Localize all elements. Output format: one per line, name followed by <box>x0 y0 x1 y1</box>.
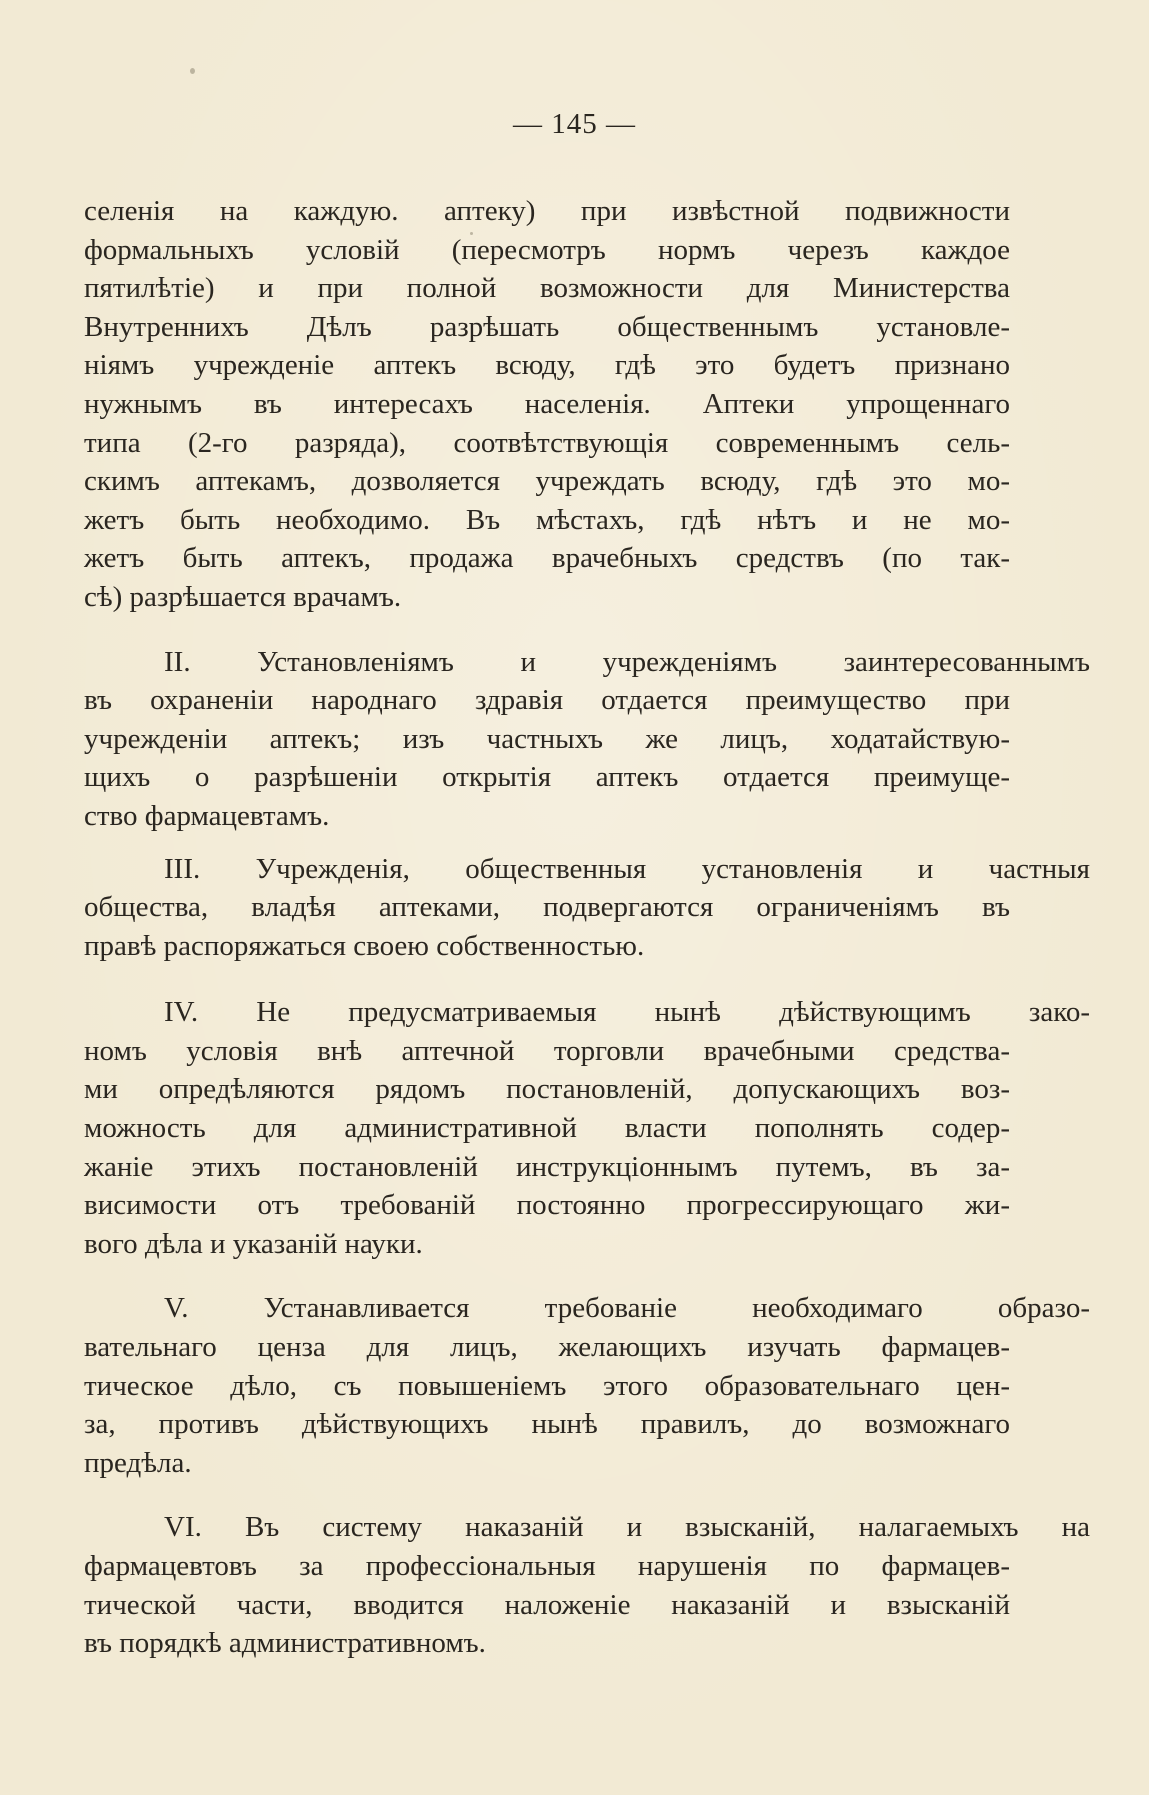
paragraph-ii <box>84 643 1090 682</box>
text-line: фармацевтовъ за профессіональныя нарушенія по фармацев- <box>84 1550 1010 1582</box>
text-line: тической части, вводится наложеніе наказаній и взысканій <box>84 1588 1010 1621</box>
text-line: скимъ аптекамъ, дозволяется учреждать всюду, гдѣ это мо- <box>84 465 1010 498</box>
paragraph-iv <box>84 993 1090 1032</box>
text-line: щихъ о разрѣшеніи открытія аптекъ отдается преимуще- <box>84 761 1010 794</box>
text-line: жетъ быть аптекъ, продажа врачебныхъ средствъ (по так- <box>84 542 1010 575</box>
text-line: ми опредѣляются рядомъ постановленій, допускающихъ воз- <box>84 1073 1010 1106</box>
text-line: IV. Не предусматриваемыя нынѣ дѣйствующимъ зако- <box>164 996 1090 1029</box>
text-line: пятилѣтіе) и при полной возможности для Министерства <box>84 272 1010 305</box>
paragraph-continuation <box>84 192 1010 617</box>
text-line: VI. Въ систему наказаній и взысканій, налагаемыхъ на <box>164 1511 1090 1544</box>
text-line: висимости отъ требованій постоянно прогрессирующаго жи- <box>84 1189 1010 1222</box>
text-line: предѣла. <box>84 1446 192 1479</box>
text-line: жетъ быть необходимо. Въ мѣстахъ, гдѣ нѣтъ и не мо- <box>84 503 1010 536</box>
paragraph-ii-cont <box>84 681 1010 835</box>
paragraph-iv-cont <box>84 1032 1010 1264</box>
text-line: нужнымъ въ интересахъ населенія. Аптеки упрощеннаго <box>84 387 1010 420</box>
text-line: правѣ распоряжаться своею собственностью. <box>84 929 645 962</box>
text-line: номъ условія внѣ аптечной торговли врачебными средства- <box>84 1034 1010 1067</box>
text-line: сѣ) разрѣшается врачамъ. <box>84 580 402 613</box>
body-text <box>84 192 1090 1663</box>
text-line: ство фармацевтамъ. <box>84 799 330 832</box>
ink-speck <box>190 68 195 74</box>
paragraph-iii <box>84 850 1090 889</box>
text-line: селенія на каждую. аптеку) при извѣстной подвижности <box>84 195 1010 227</box>
text-line: вательнаго ценза для лицъ, желающихъ изучать фармацев- <box>84 1331 1010 1364</box>
text-line: вого дѣла и указаній науки. <box>84 1227 423 1260</box>
text-line: формальныхъ условій (пересмотръ нормъ черезъ каждое <box>84 233 1010 266</box>
text-line: можность для административной власти пополнять содер- <box>84 1112 1010 1145</box>
paragraph-v-cont <box>84 1328 1010 1482</box>
text-line: типа (2-го разряда), соотвѣтствующія современнымъ сель- <box>84 426 1010 459</box>
paragraph-v <box>84 1289 1090 1328</box>
text-line: за, противъ дѣйствующихъ нынѣ правилъ, до возможнаго <box>84 1408 1010 1441</box>
paragraph-vi-cont <box>84 1547 1010 1663</box>
text-line: ніямъ учрежденіе аптекъ всюду, гдѣ это будетъ признано <box>84 349 1010 382</box>
text-line: V. Устанавливается требованіе необходимаго образо- <box>164 1292 1090 1325</box>
text-line: жаніе этихъ постановленій инструкціоннымъ путемъ, въ за- <box>84 1150 1010 1183</box>
text-line: учрежденіи аптекъ; изъ частныхъ же лицъ, ходатайствую- <box>84 722 1010 755</box>
text-line: III. Учрежденія, общественныя установленія и частныя <box>164 852 1090 885</box>
page-number: — 145 — <box>513 108 636 140</box>
text-line: Внутреннихъ Дѣлъ разрѣшать общественнымъ установле- <box>84 310 1010 343</box>
text-line: общества, владѣя аптеками, подвергаются ограниченіямъ въ <box>84 891 1010 924</box>
text-line: въ порядкѣ административномъ. <box>84 1627 486 1660</box>
text-line: въ охраненіи народнаго здравія отдается преимущество при <box>84 684 1010 717</box>
paragraph-vi <box>84 1508 1090 1547</box>
text-line: тическое дѣло, съ повышеніемъ этого образовательнаго цен- <box>84 1369 1010 1402</box>
paragraph-iii-cont <box>84 888 1010 965</box>
text-line: II. Установленіямъ и учрежденіямъ заинтересованнымъ <box>164 645 1090 678</box>
